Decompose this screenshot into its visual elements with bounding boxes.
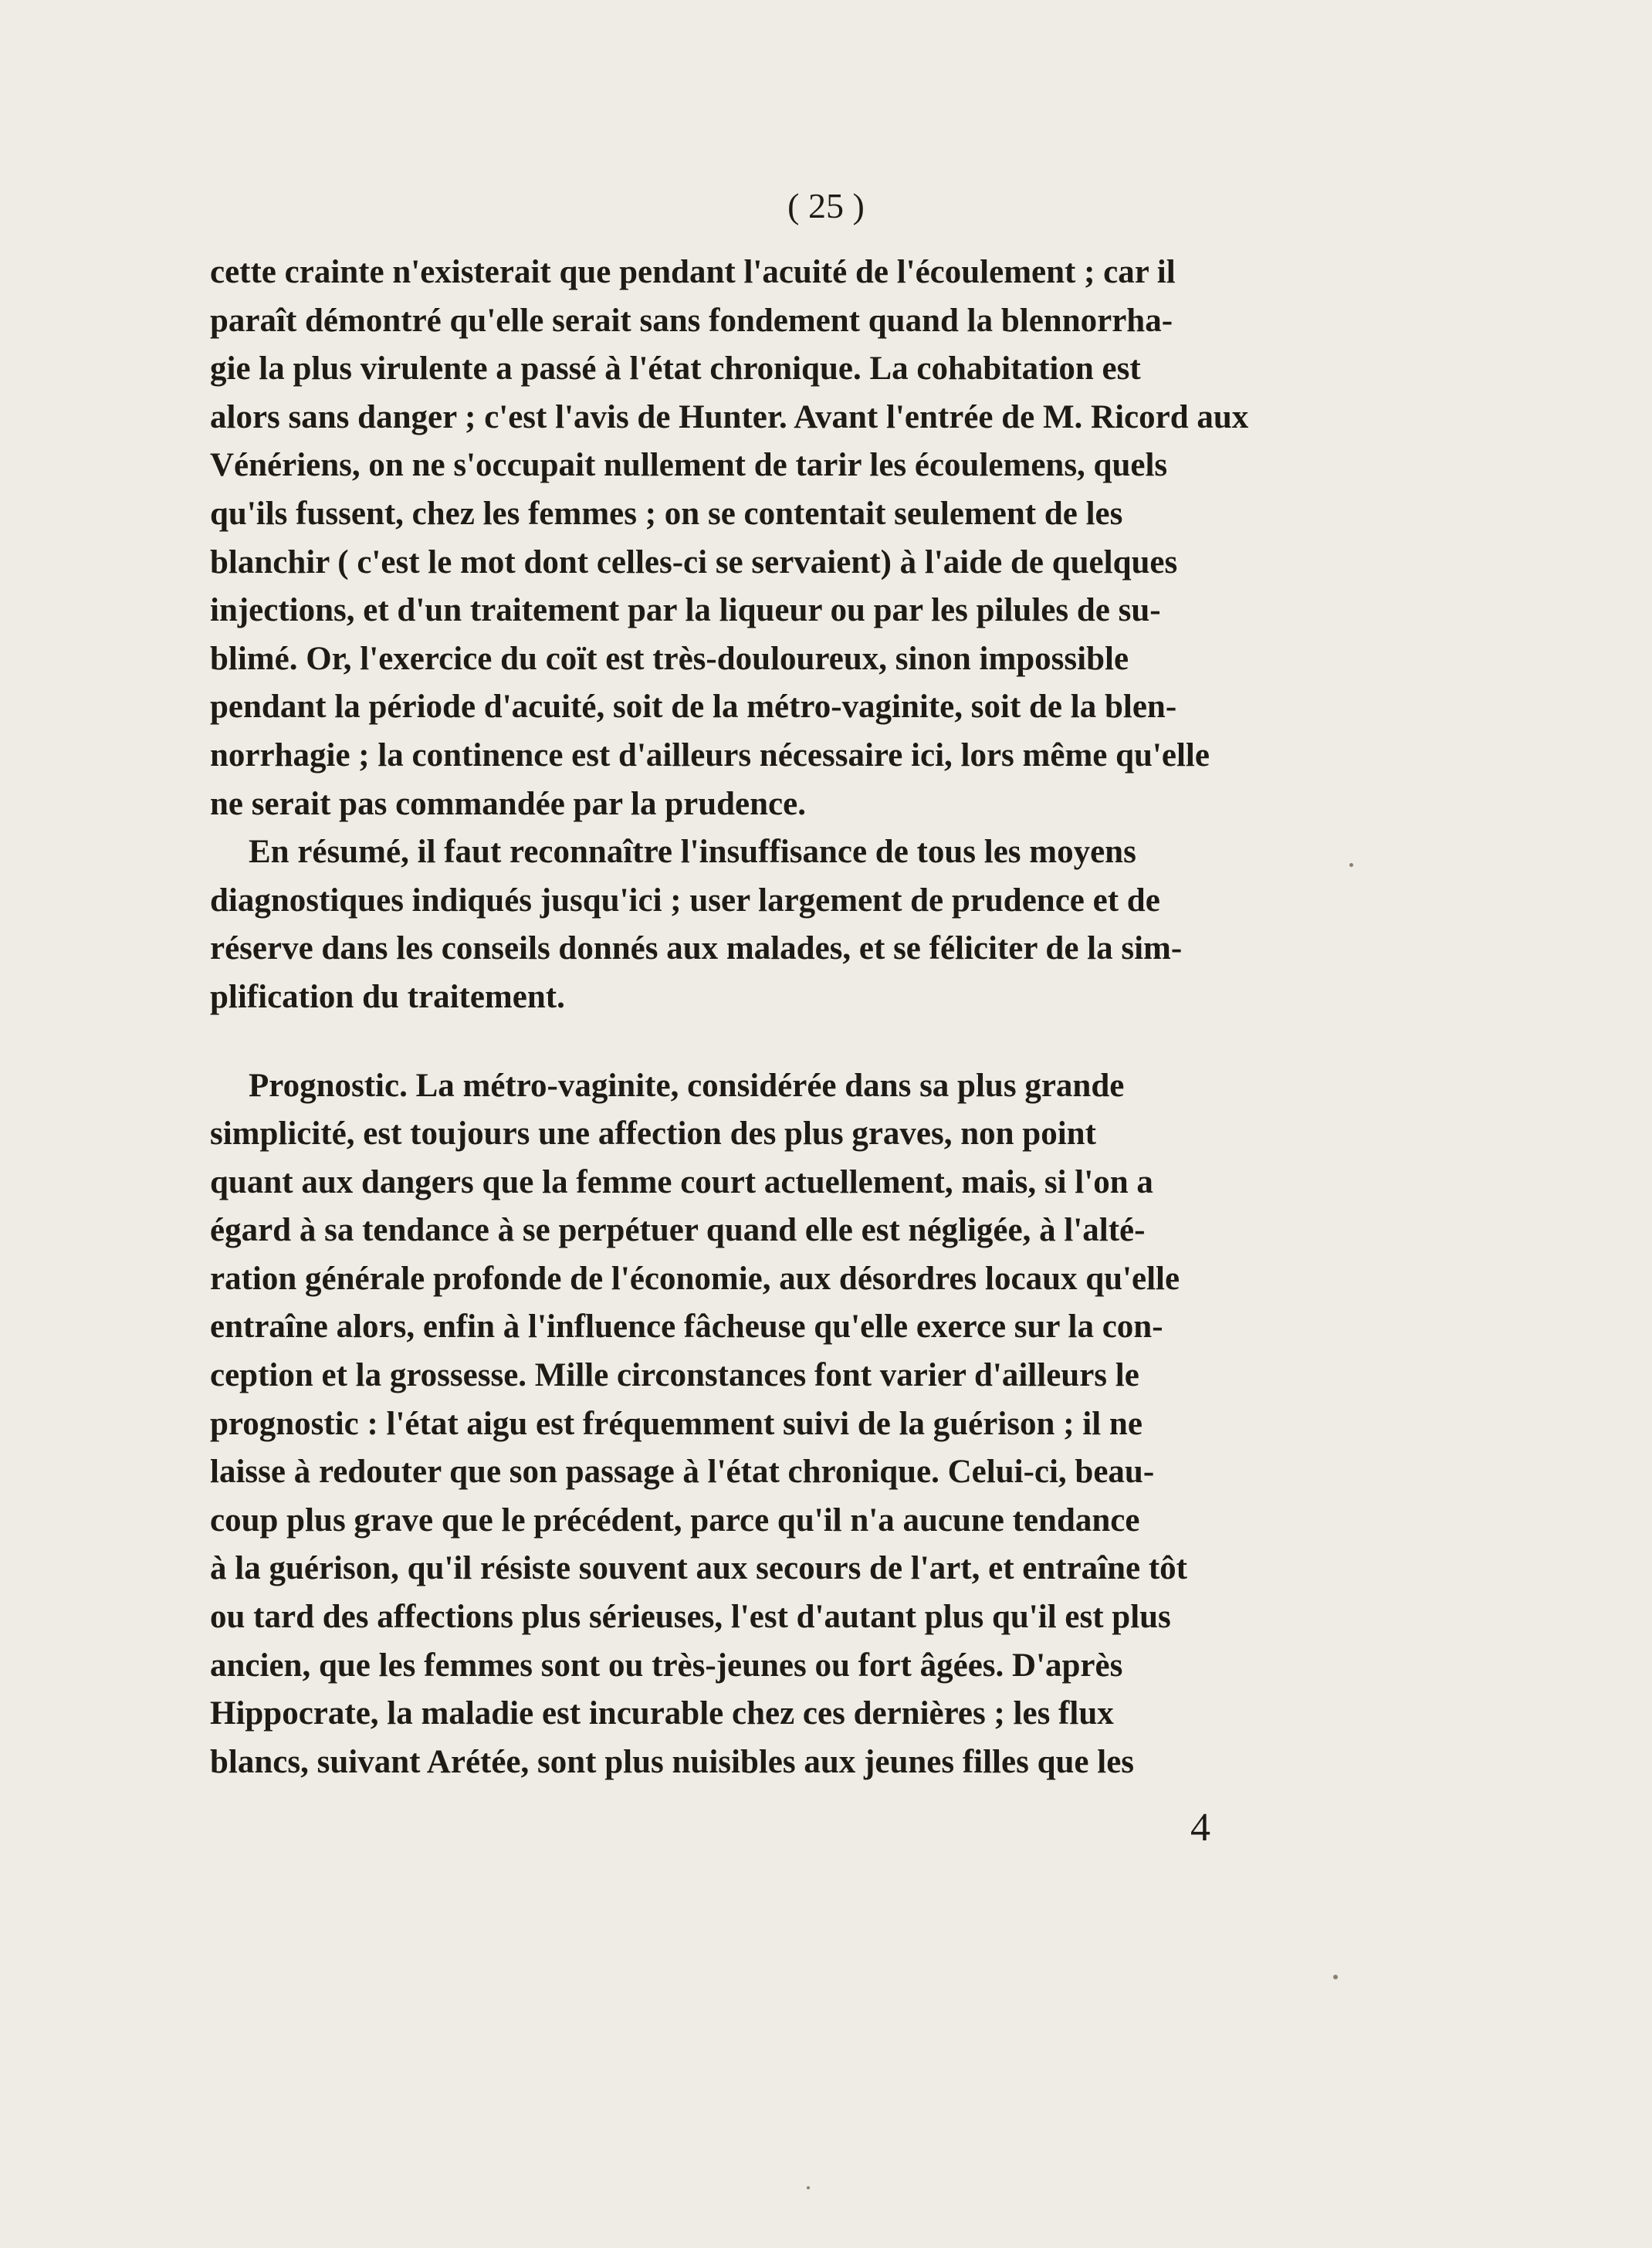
text-line: quant aux dangers que la femme court actuellement, mais, si l'on a (210, 1163, 1153, 1200)
text-line: réserve dans les conseils donnés aux malades, et se féliciter de la sim- (210, 930, 1183, 967)
text-line: gie la plus virulente a passé à l'état chronique. La cohabitation est (210, 350, 1141, 388)
text-line: égard à sa tendance à se perpétuer quand elle est négligée, à l'alté- (210, 1212, 1146, 1249)
text-line: blancs, suivant Arétée, sont plus nuisibles aux jeunes filles que les (210, 1743, 1135, 1780)
text-line: En résumé, il faut reconnaître l'insuffisance de tous les moyens (249, 834, 1136, 871)
text-line: ou tard des affections plus sérieuses, l'est d'autant plus qu'il est plus (210, 1599, 1171, 1636)
text-line: ration générale profonde de l'économie, aux désordres locaux qu'elle (210, 1260, 1180, 1297)
text-line: simplicité, est toujours une affection des plus graves, non point (210, 1116, 1096, 1153)
text-line: laisse à redouter que son passage à l'état chronique. Celui-ci, beau- (210, 1454, 1155, 1491)
text-line: blimé. Or, l'exercice du coït est très-douloureux, sinon impossible (210, 640, 1129, 677)
text-line: entraîne alors, enfin à l'influence fâcheuse qu'elle exerce sur la con- (210, 1309, 1163, 1346)
signature-mark: 4 (1190, 1806, 1210, 1850)
paragraph-prognostic (210, 1062, 1306, 1787)
text-line: coup plus grave que le précédent, parce qu'il n'a aucune tendance (210, 1501, 1140, 1539)
text-line: alors sans danger ; c'est l'avis de Hunter. Avant l'entrée de M. Ricord aux (210, 398, 1249, 435)
paragraph-2 (210, 828, 1306, 1021)
text-line: prognostic : l'état aigu est fréquemment suivi de la guérison ; il ne (210, 1405, 1143, 1442)
text-line: ne serait pas commandée par la prudence. (210, 785, 806, 822)
text-line: pendant la période d'acuité, soit de la métro-vaginite, soit de la blen- (210, 689, 1177, 726)
text-line: Prognostic. La métro-vaginite, considérée dans sa plus grande (249, 1067, 1125, 1104)
text-line: norrhagie ; la continence est d'ailleurs nécessaire ici, lors même qu'elle (210, 736, 1210, 774)
body-text (210, 249, 1306, 1786)
text-line: paraît démontré qu'elle serait sans fondement quand la blennorrha- (210, 302, 1173, 339)
paragraph-1 (210, 249, 1306, 828)
text-line: plification du traitement. (210, 978, 565, 1015)
text-line: qu'ils fussent, chez les femmes ; on se contentait seulement de les (210, 495, 1123, 532)
text-line: injections, et d'un traitement par la liqueur ou par les pilules de su- (210, 592, 1161, 629)
page-number: ( 25 ) (787, 186, 865, 225)
paper-fleck (1333, 1975, 1338, 1979)
text-line: ception et la grossesse. Mille circonstances font varier d'ailleurs le (210, 1357, 1139, 1394)
text-line: Hippocrate, la maladie est incurable chez ces dernières ; les flux (210, 1695, 1114, 1732)
text-line: cette crainte n'existerait que pendant l'acuité de l'écoulement ; car il (210, 254, 1176, 290)
text-line: diagnostiques indiqués jusqu'ici ; user largement de prudence et de (210, 882, 1160, 919)
paper-fleck (807, 2186, 810, 2189)
text-line: blanchir ( c'est le mot dont celles-ci se servaient) à l'aide de quelques (210, 543, 1178, 581)
text-line: à la guérison, qu'il résiste souvent aux secours de l'art, et entraîne tôt (210, 1550, 1188, 1587)
text-line: Vénériens, on ne s'occupait nullement de tarir les écoulemens, quels (210, 447, 1168, 484)
paper-fleck (1349, 863, 1353, 867)
text-line: ancien, que les femmes sont ou très-jeunes ou fort âgées. D'après (210, 1647, 1123, 1684)
